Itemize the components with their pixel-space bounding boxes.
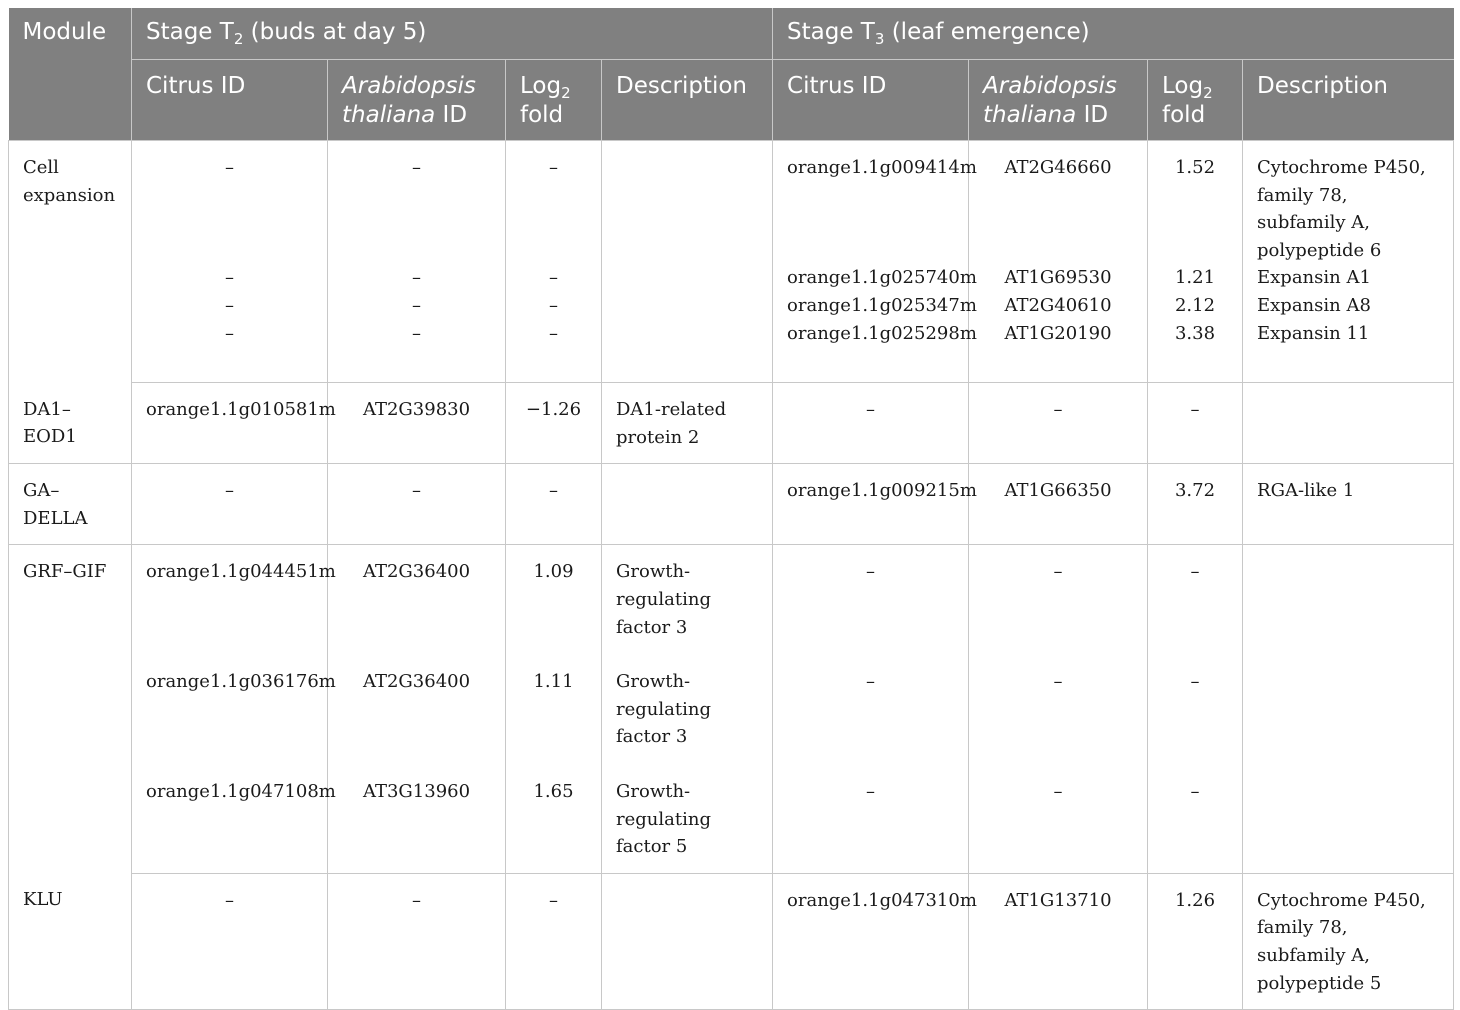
table-row [9, 383, 1454, 464]
t3-description [1243, 383, 1454, 464]
t3-log2-fold: 2.12 [1148, 292, 1243, 320]
t3-log2-fold: – [1148, 751, 1243, 873]
t3-description: Cytochrome P450, family 78, subfamily A, polypeptide 5 [1243, 873, 1454, 1009]
module-cell: Cell expansion [9, 141, 132, 383]
header-t2-arabidopsis-id: Arabidopsis thaliana ID [328, 60, 506, 141]
t2-description [602, 873, 773, 1009]
table-row [9, 873, 1454, 1009]
t3-description [1243, 641, 1454, 751]
t3-citrus-id: orange1.1g009414m [773, 141, 969, 265]
t2-citrus-id: – [132, 464, 328, 545]
table-row [9, 320, 1454, 383]
t2-description: Growth- regulating factor 3 [602, 641, 773, 751]
t3-description: Cytochrome P450, family 78, subfamily A, polypeptide 6 [1243, 141, 1454, 265]
t3-log2-fold: – [1148, 641, 1243, 751]
group-grf-gif [9, 545, 1454, 873]
t2-arabidopsis-id: – [328, 464, 506, 545]
t3-citrus-id: – [773, 383, 969, 464]
header-t2-log2-fold: Log$_2$ fold [506, 60, 602, 141]
t3-citrus-id: – [773, 641, 969, 751]
group-cell-expansion [9, 141, 1454, 383]
t2-citrus-id: – [132, 873, 328, 1009]
t2-description [602, 292, 773, 320]
t2-log2-fold: – [506, 292, 602, 320]
t2-log2-fold: 1.11 [506, 641, 602, 751]
t2-description: Growth- regulating factor 5 [602, 751, 773, 873]
t2-arabidopsis-id: – [328, 873, 506, 1009]
t2-log2-fold: 1.65 [506, 751, 602, 873]
t2-arabidopsis-id: AT2G36400 [328, 641, 506, 751]
t2-log2-fold: – [506, 464, 602, 545]
t2-citrus-id: – [132, 264, 328, 292]
t2-log2-fold: – [506, 320, 602, 383]
t3-arabidopsis-id: AT1G13710 [969, 873, 1148, 1009]
t3-log2-fold: 1.21 [1148, 264, 1243, 292]
t2-citrus-id: orange1.1g036176m [132, 641, 328, 751]
t3-arabidopsis-id: – [969, 383, 1148, 464]
module-cell: GRF–GIF [9, 545, 132, 873]
t3-description: Expansin A8 [1243, 292, 1454, 320]
t2-citrus-id: orange1.1g047108m [132, 751, 328, 873]
t2-citrus-id: – [132, 141, 328, 265]
t3-citrus-id: orange1.1g025740m [773, 264, 969, 292]
t3-description [1243, 751, 1454, 873]
table-row [9, 292, 1454, 320]
t2-citrus-id: orange1.1g010581m [132, 383, 328, 464]
header-t2-citrus-id: Citrus ID [132, 60, 328, 141]
t3-log2-fold: 1.26 [1148, 873, 1243, 1009]
t2-description: Growth- regulating factor 3 [602, 545, 773, 641]
module-cell: DA1– EOD1 [9, 383, 132, 464]
t3-citrus-id: orange1.1g025347m [773, 292, 969, 320]
t3-description: Expansin 11 [1243, 320, 1454, 383]
module-cell: KLU [9, 873, 132, 1009]
t3-log2-fold: 1.52 [1148, 141, 1243, 265]
t2-arabidopsis-id: – [328, 141, 506, 265]
table-row [9, 751, 1454, 873]
table-row [9, 464, 1454, 545]
header-t3-arabidopsis-id: Arabidopsis thaliana ID [969, 60, 1148, 141]
t2-arabidopsis-id: – [328, 264, 506, 292]
t3-arabidopsis-id: AT1G20190 [969, 320, 1148, 383]
group-ga-della [9, 464, 1454, 545]
t3-citrus-id: orange1.1g025298m [773, 320, 969, 383]
t3-arabidopsis-id: AT2G40610 [969, 292, 1148, 320]
t3-arabidopsis-id: AT1G69530 [969, 264, 1148, 292]
t2-citrus-id: – [132, 320, 328, 383]
t2-arabidopsis-id: AT2G36400 [328, 545, 506, 641]
t3-log2-fold: – [1148, 545, 1243, 641]
t3-citrus-id: – [773, 545, 969, 641]
t2-log2-fold: – [506, 873, 602, 1009]
t2-citrus-id: orange1.1g044451m [132, 545, 328, 641]
table-header [9, 8, 1454, 141]
t2-log2-fold: −1.26 [506, 383, 602, 464]
t3-description [1243, 545, 1454, 641]
t2-arabidopsis-id: – [328, 320, 506, 383]
t3-arabidopsis-id: – [969, 751, 1148, 873]
header-stage-t3: Stage $T_3$ (leaf emergence) [773, 8, 1454, 60]
header-t3-log2-fold: Log$_2$ fold [1148, 60, 1243, 141]
t3-citrus-id: – [773, 751, 969, 873]
t2-arabidopsis-id: AT3G13960 [328, 751, 506, 873]
gene-table-container [8, 8, 1453, 1010]
table-row [9, 264, 1454, 292]
t3-log2-fold: 3.38 [1148, 320, 1243, 383]
group-da1-eod1 [9, 383, 1454, 464]
t2-log2-fold: – [506, 264, 602, 292]
group-klu [9, 873, 1454, 1009]
t2-description [602, 264, 773, 292]
t2-description: DA1-related protein 2 [602, 383, 773, 464]
header-row-columns [9, 60, 1454, 141]
t2-citrus-id: – [132, 292, 328, 320]
t3-arabidopsis-id: – [969, 545, 1148, 641]
t3-citrus-id: orange1.1g009215m [773, 464, 969, 545]
t2-description [602, 320, 773, 383]
header-module: Module [9, 8, 132, 141]
gene-table [8, 8, 1454, 1010]
table-row [9, 641, 1454, 751]
header-row-stages [9, 8, 1454, 60]
t2-description [602, 464, 773, 545]
module-cell: GA– DELLA [9, 464, 132, 545]
table-row [9, 141, 1454, 265]
t2-description [602, 141, 773, 265]
t3-arabidopsis-id: AT1G66350 [969, 464, 1148, 545]
header-t3-description: Description [1243, 60, 1454, 141]
t3-log2-fold: 3.72 [1148, 464, 1243, 545]
header-t2-description: Description [602, 60, 773, 141]
t3-arabidopsis-id: AT2G46660 [969, 141, 1148, 265]
header-stage-t2: Stage $T_2$ (buds at day 5) [132, 8, 773, 60]
header-t3-citrus-id: Citrus ID [773, 60, 969, 141]
t2-log2-fold: – [506, 141, 602, 265]
t3-description: Expansin A1 [1243, 264, 1454, 292]
t3-arabidopsis-id: – [969, 641, 1148, 751]
t3-citrus-id: orange1.1g047310m [773, 873, 969, 1009]
t3-log2-fold: – [1148, 383, 1243, 464]
t2-log2-fold: 1.09 [506, 545, 602, 641]
table-row [9, 545, 1454, 641]
t2-arabidopsis-id: – [328, 292, 506, 320]
t3-description: RGA-like 1 [1243, 464, 1454, 545]
t2-arabidopsis-id: AT2G39830 [328, 383, 506, 464]
